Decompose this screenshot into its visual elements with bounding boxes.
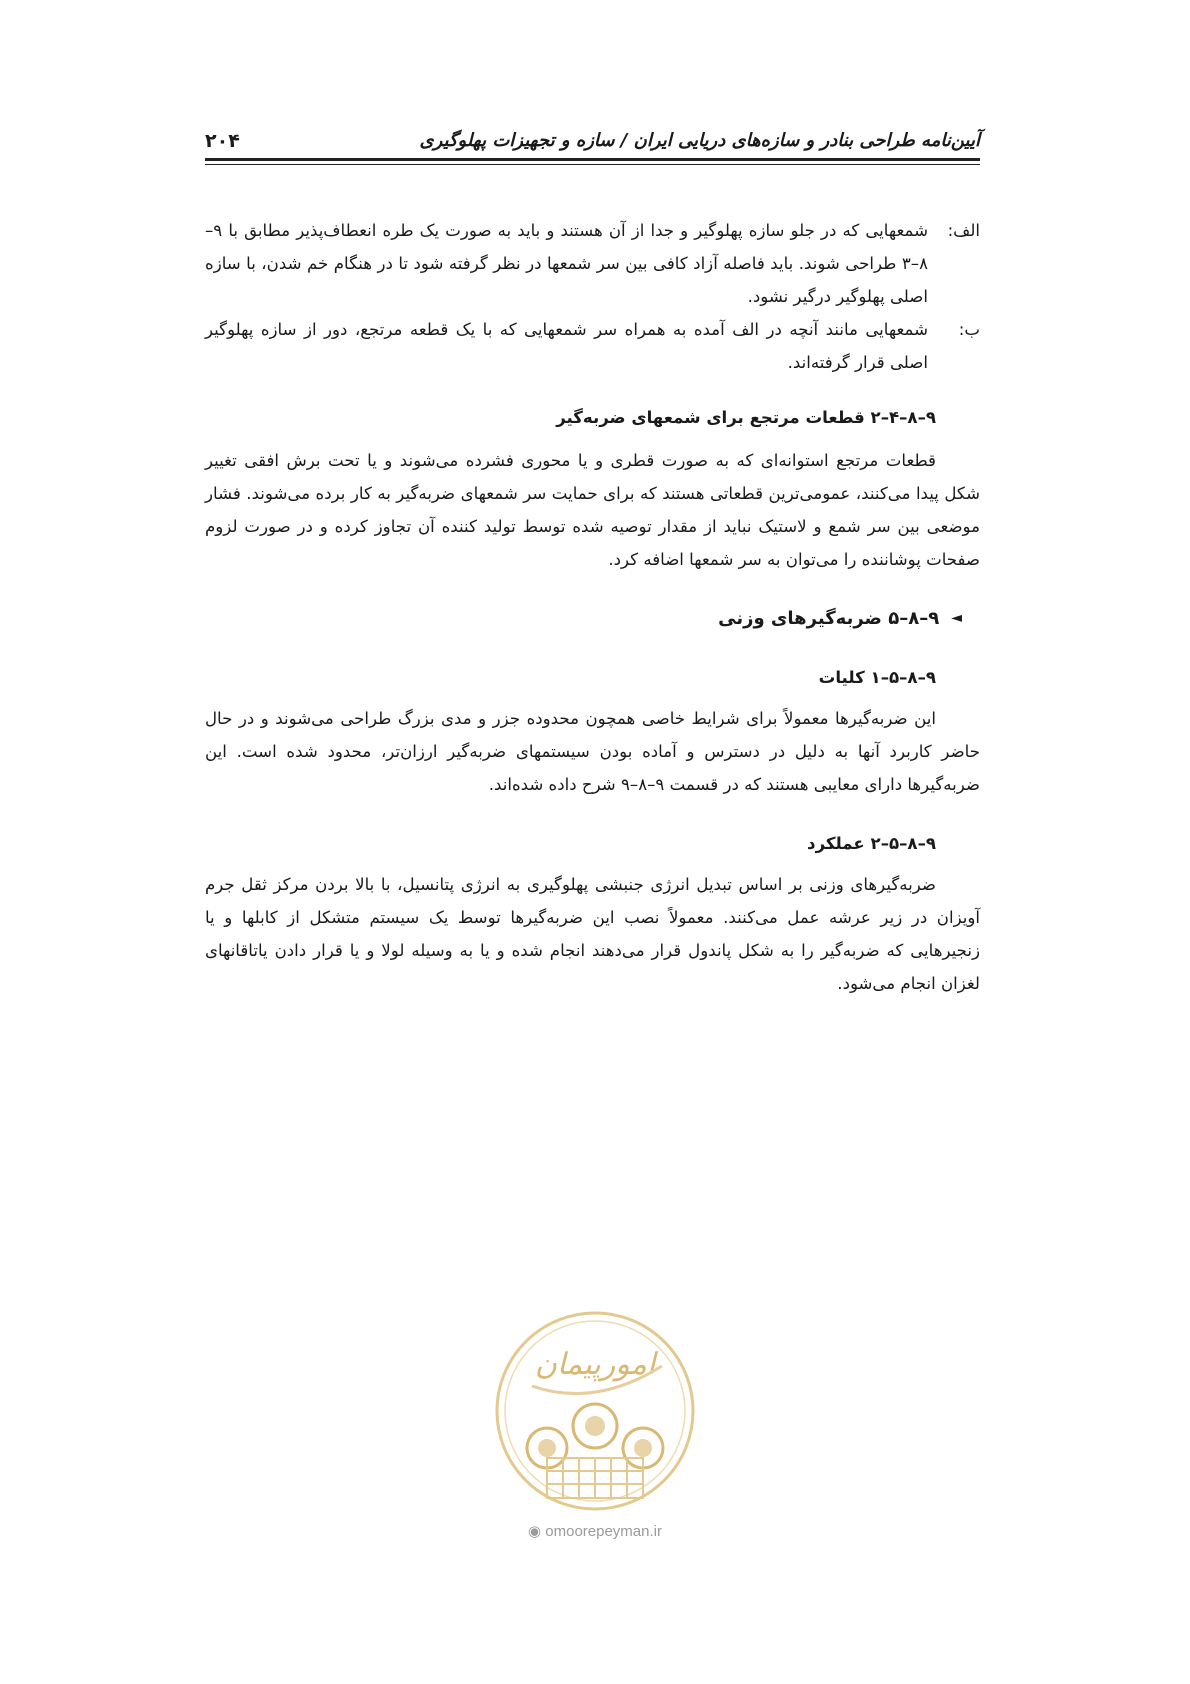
list-item-label: ب: — [958, 320, 980, 339]
section-heading-text: ۹–۸–۵ ضربه‌گیرهای وزنی — [718, 608, 940, 629]
section-heading-9-8-4-2: ۹–۸–۴–۲ قطعات مرتجع برای شمعهای ضربه‌گیر — [556, 408, 936, 427]
bullet-arrow-icon: ◄ — [951, 610, 962, 626]
page-header — [205, 126, 980, 156]
list-item-be — [205, 313, 980, 379]
list-item-alef — [205, 214, 980, 313]
header-rule-thick — [205, 158, 980, 161]
page-body — [205, 214, 980, 1000]
paragraph-9-8-5-2: ضربه‌گیرهای وزنی بر اساس تبدیل انرژی جنبشی پهلوگیری به انرژی پتانسیل، با بالا بردن مرکز ثقل جرم آویزان در زیر عرشه عمل می‌کنند. معمولاً نصب این ضربه‌گیرها توسط یک سیستم متشکل از کابلها و یا زنجیرهایی که ضربه‌گیر را به شکل پاندول قرار می‌دهند انجام شده و یا به وسیله لولا و یا قرار دادن یاتاقانهای لغزان انجام می‌شود. — [205, 875, 980, 993]
watermark-url: ◉ omoorepeyman.ir — [528, 1523, 662, 1540]
paragraph-9-8-4-2: قطعات مرتجع استوانه‌ای که به صورت قطری و یا محوری فشرده می‌شوند و یا تحت برش افقی تغییر شکل پیدا می‌کنند، عمومی‌ترین قطعاتی هستند که برای حمایت سر شمعهای ضربه‌گیر به کار برده می‌شوند. فشار موضعی بین سر شمع و لاستیک نباید از مقدار توصیه شده توسط تولید کننده آن تجاوز کرده و در صورت لزوم صفحات پوشاننده را می‌توان به سر شمعها اضافه کرد. — [205, 451, 980, 569]
logo-script-text: امورپیمان — [534, 1347, 656, 1382]
section-heading-9-8-5-2: ۹–۸–۵–۲ عملکرد — [807, 834, 936, 853]
list-item-label: الف: — [947, 221, 980, 240]
omoorepeyman-logo — [492, 1308, 698, 1514]
section-heading-9-8-5-1: ۹–۸–۵–۱ کلیات — [818, 668, 936, 687]
running-title: آیین‌نامه طراحی بنادر و سازه‌های دریایی ایران / سازه و تجهیزات پهلوگیری — [419, 130, 980, 151]
section-heading-9-8-5 — [205, 602, 962, 635]
list-item-text: شمعهایی که در جلو سازه پهلوگیر و جدا از آن هستند و باید به صورت یک طره انعطاف‌پذیر مطابق با ۹–۸–۳ طراحی شوند. باید فاصله آزاد کافی بین سر شمعها در نظر گرفته شود تا در هنگام خم شدن، با سازه اصلی پهلوگیر درگیر نشود. — [205, 221, 928, 306]
list-item-text: شمعهایی مانند آنچه در الف آمده به همراه سر شمعهایی که با یک قطعه مرتجع، دور از سازه پهلوگیر اصلی قرار گرفته‌اند. — [205, 320, 928, 372]
header-rule-thin — [205, 164, 980, 165]
page-number: ۲۰۴ — [205, 130, 240, 152]
paragraph-9-8-5-1: این ضربه‌گیرها معمولاً برای شرایط خاصی همچون محدوده جزر و مدی بزرگ طراحی می‌شوند و در حال حاضر کاربرد آنها به دلیل در دسترس و آماده بودن سیستمهای ضربه‌گیر ارزان‌تر، محدود شده است. این ضربه‌گیرها دارای معایبی هستند که در قسمت ۹–۸–۹ شرح داده شده‌اند. — [205, 709, 980, 794]
